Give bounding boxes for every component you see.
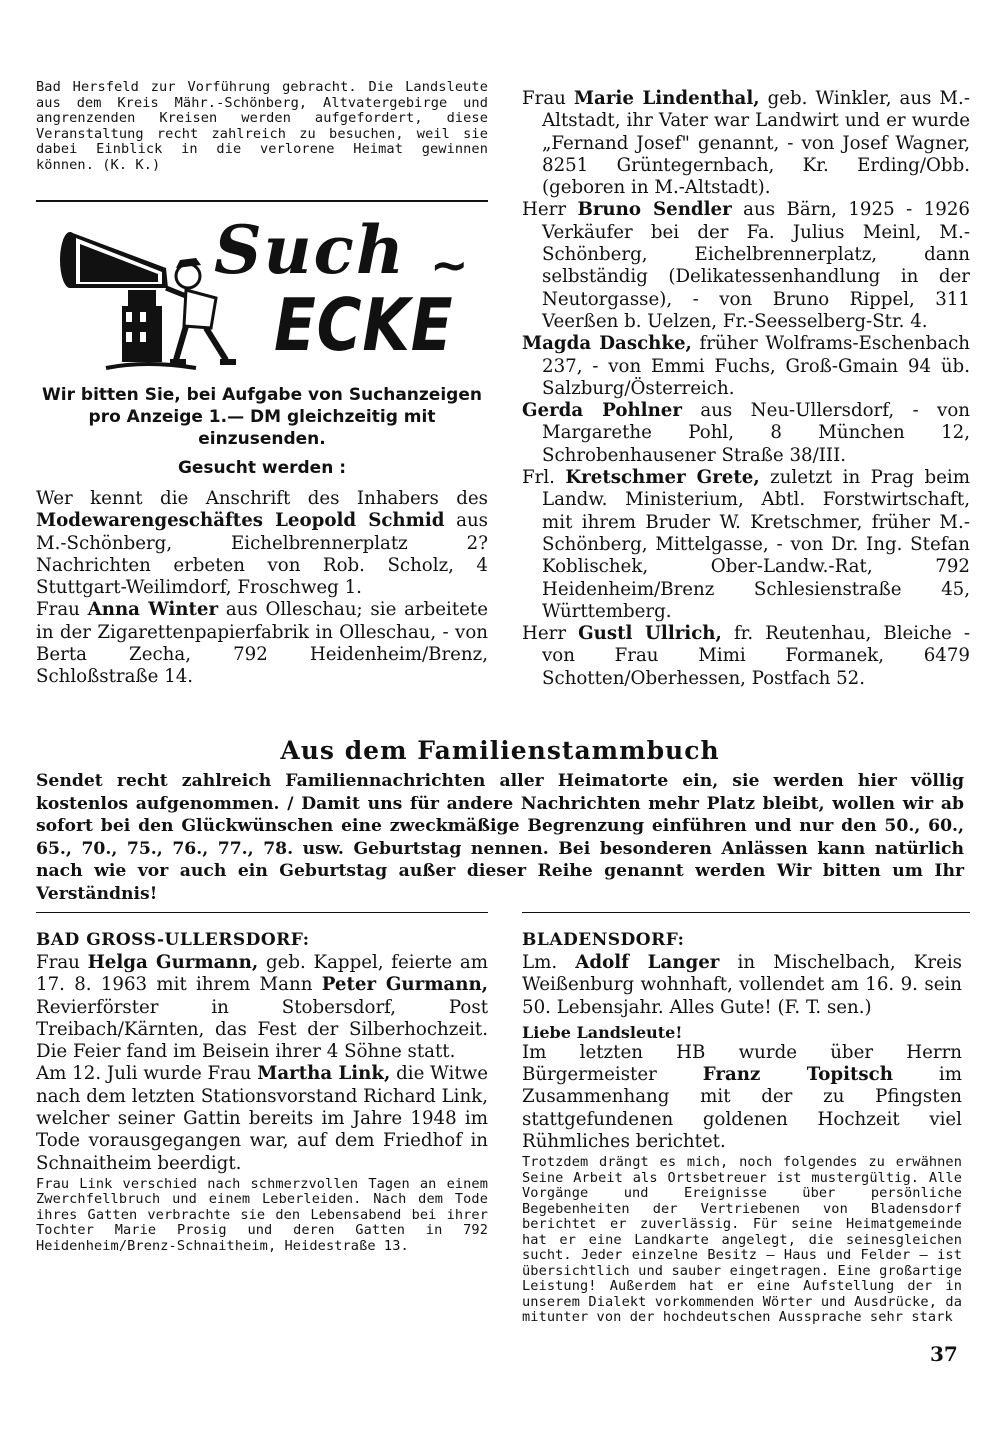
entry-gustl-ullrich: Herr Gustl Ullrich, fr. Reutenhau, Bleiche - von Frau Mimi Formanek, 6479 Schotten/Oberhessen, Postfach 52. <box>522 623 970 689</box>
paragraph-link-details: Frau Link verschied nach schmerzvollen Tagen an einem Zwerchfellbruch und einem Leberleiden. Nach dem Tode ihres Gatten verbrachte sie den Lebensabend bei ihrer Tochter Marie Prosig und deren Gatten in 792 Heidenheim/Brenz-Schnaitheim, Heidestraße 13. <box>36 1175 488 1254</box>
entry-kretschmer-grete: Frl. Kretschmer Grete, zuletzt in Prag beim Landw. Ministerium, Abtl. Forstwirtschaft, mit ihrem Bruder W. Kretschmer, früher M.-Schönberg, Mittelgasse, - von Dr. Ing. Stefan Koblischek, Ober-Landw.-Rat, 792 Heidenheim/Brenz Schlesienstraße 45, Württemberg. <box>522 467 970 622</box>
such-ecke-logo <box>36 210 488 380</box>
entry-marie-lindenthal: Frau Marie Lindenthal, geb. Winkler, aus M.-Altstadt, ihr Vater war Landwirt und er wurde „Fernand Josef" genannt, - von Josef Wagner, 8251 Grüntegernbach, Kr. Erding/Obb. (geboren in M.-Altstadt). <box>522 88 970 199</box>
bladensdorf-section <box>522 930 962 1326</box>
bad-gross-ullersdorf-section <box>36 930 488 1254</box>
gesucht-heading: Gesucht werden : <box>177 458 347 478</box>
entry-modewaren: Wer kennt die Anschrift des Inhabers des Modewarengeschäftes Leopold Schmid aus M.-Schönberg, Eichelbrennerplatz 2? Nachrichten erbeten von Rob. Scholz, 4 Stuttgart-Weilimdorf, Froschweg 1. <box>36 488 488 599</box>
entry-bruno-sendler: Herr Bruno Sendler aus Bärn, 1925 - 1926 Verkäufer bei der Fa. Julius Meinl, M.-Schönberg, Eichelbrennerplatz, dann selbständig (Delikatessenhandlung in der Neutorgasse), - von Bruno Rippel, 311 Veerßen b. Uelzen, Fr.-Seesselberg-Str. 4. <box>522 199 970 332</box>
entry-magda-daschke: Magda Daschke, früher Wolframs-Eschenbach 237, - von Emmi Fuchs, Groß-Gmain 94 üb. Salzburg/Österreich. <box>522 333 970 399</box>
family-title: Aus dem Familienstammbuch <box>280 736 720 765</box>
entry-gerda-pohlner: Gerda Pohlner aus Neu-Ullersdorf, - von Margarethe Pohl, 8 München 12, Schrobenhausener Straße 38/III. <box>522 400 970 466</box>
divider-family <box>36 912 488 913</box>
divider-family-right <box>522 912 970 913</box>
section-heading: BLADENSDORF: <box>522 930 685 950</box>
paragraph-topitsch: Im letzten HB wurde über Herrn Bürgermeister Franz Topitsch im Zusammenhang mit der zu Pfingsten stattgefundenen goldenen Hochzeit viel Rühmliches berichtet. <box>522 1041 962 1153</box>
search-entries-left <box>36 488 488 689</box>
fee-notice: Wir bitten Sie, bei Aufgabe von Suchanzeigen pro Anzeige 1.— DM gleichzeitig mit einzusenden. <box>42 385 482 449</box>
paragraph-adolf-langer: Lm. Adolf Langer in Mischelbach, Kreis Weißenburg wohnhaft, vollendet am 16. 9. sein 50. Lebensjahr. Alles Gute! (F. T. sen.) <box>522 952 962 1018</box>
paragraph-gurmann: Frau Helga Gurmann, geb. Kappel, feierte am 17. 8. 1963 mit ihrem Mann Peter Gurmann, Revierförster in Stobersdorf, Post Treibach/Kärnten, das Fest der Silberhochzeit. Die Feier fand im Beisein ihrer 4 Söhne statt. <box>36 952 489 1063</box>
section-heading: BAD GROSS-ULLERSDORF: <box>36 930 310 950</box>
subheading-liebe-landsleute: Liebe Landsleute! <box>522 1022 683 1042</box>
page-number: 37 <box>930 1342 958 1366</box>
such-script-word: Such <box>214 211 406 289</box>
paragraph-martha-link: Am 12. Juli wurde Frau Martha Link, die Witwe nach dem letzten Stationsvorstand Richard Link, welcher seiner Gattin bereits im Jahre 1948 im Tode vorausgegangen war, auf dem Friedhof in Schnaitheim beerdigt. <box>36 1063 488 1174</box>
paragraph-ortsbetreuer: Trotzdem drängt es mich, noch folgendes zu erwähnen Seine Arbeit als Ortsbetreuer ist mustergültig. Alle Vorgänge und Ereignisse über persönliche Begebenheiten der Vertriebenen von Bladensdorf berichtet er zuverlässig. Für seine Heimatgemeinde hat er eine Landkarte angelegt, die seinesgleichen sucht. Jeder einzelne Besitz — Haus und Felder — ist übersichtlich und sauber eingetragen. Eine großartige Leistung! Außerdem hat er eine Aufstellung der in unserem Dialekt vorkommenden Wörter und Ausdrücke, da mitunter von der hochdeutschen Aussprache sehr stark <box>522 1154 962 1326</box>
family-intro: Sendet recht zahlreich Familiennachrichten aller Heimatorte ein, sie werden hier völlig kostenlos aufgenommen. / Damit uns für andere Nachrichten mehr Platz bleibt, wollen wir ab sofort bei den Glückwünschen eine zweckmäßige Begrenzung einführen und nur den 50., 60., 65., 70., 75., 76., 77., 78. usw. Geburtstag nennen. Bei besonderen Anlässen kann natürlich nach wie vor auch ein Geburtstag außer dieser Reihe genannt werden Wir bitten um Ihr Verständnis! <box>36 771 964 904</box>
search-entries-right <box>522 88 970 690</box>
divider-top-left <box>36 200 488 202</box>
intro-paragraph: Bad Hersfeld zur Vorführung gebracht. Die Landsleute aus dem Kreis Mähr.-Schönberg, Altvatergebirge und angrenzenden Kreisen werden aufgefordert, diese Veranstaltung recht zahlreich zu besuchen, weil sie dabei Einblick in die verlorene Heimat gewinnen können. (K. K.) <box>36 79 488 173</box>
tilde-icon: ~ <box>430 238 469 292</box>
ecke-block-word: ECKE <box>274 283 454 367</box>
entry-anna-winter: Frau Anna Winter aus Olleschau; sie arbeitete in der Zigarettenpapierfabrik in Olleschau, - von Berta Zecha, 792 Heidenheim/Brenz, Schloßstraße 14. <box>36 599 488 688</box>
